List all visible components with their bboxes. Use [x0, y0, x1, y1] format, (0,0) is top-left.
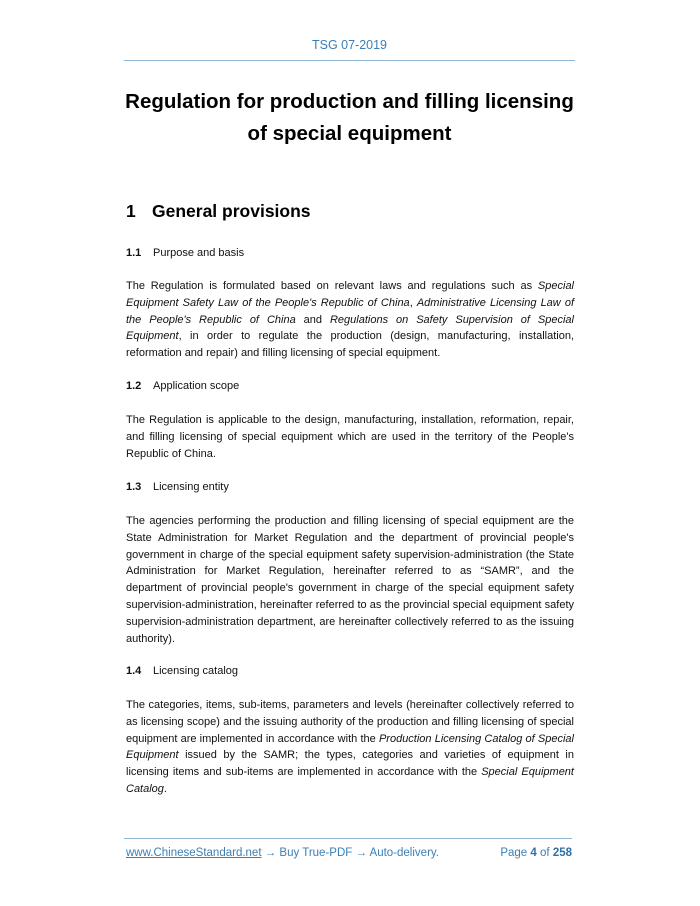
- footer-rule: [124, 838, 572, 839]
- italic-citation: Special Equipment Catalog: [126, 766, 574, 795]
- section-number: 1: [126, 201, 136, 221]
- title-line-1: Regulation for production and filling licensing: [125, 90, 574, 113]
- paragraph-1-1: [126, 278, 574, 362]
- paragraph-text: The Regulation is applicable to the design, manufacturing, installation, reformation, repair, and filling licensing of special equipment which are used in the territory of the People's Republic of China.: [126, 414, 574, 460]
- paragraph-text: issued by the SAMR; the types, categories and varieties of equipment in licensing items and sub-items are implemented in accordance with the: [126, 749, 574, 779]
- section-title: General provisions: [152, 201, 311, 221]
- paragraph-text: and: [295, 313, 330, 326]
- subsection-heading-1-4: [126, 665, 238, 677]
- title-line-2: of special equipment: [247, 122, 452, 145]
- subsection-title: Licensing entity: [153, 481, 229, 493]
- italic-citation: Administrative Licensing Law of the People's Republic of China: [126, 296, 575, 326]
- subsection-heading-1-1: [126, 247, 244, 259]
- italic-citation: Special Equipment Safety Law of the People's Republic of China: [126, 280, 574, 309]
- page-current: 4: [530, 847, 537, 859]
- footer-promo-text: → Buy True-PDF → Auto-delivery.: [261, 847, 439, 859]
- page-total: 258: [552, 847, 572, 859]
- header-rule: [124, 60, 575, 61]
- subsection-number: 1.2: [126, 380, 142, 392]
- chinesestandard-link[interactable]: www.ChineseStandard.net: [126, 847, 262, 859]
- subsection-title: Purpose and basis: [153, 247, 245, 259]
- document-title: [124, 86, 575, 150]
- paragraph-text: The categories, items, sub-items, parameters and levels (hereinafter collectively referred to as licensing scope) and the issuing authority of the production and filling licensing of special equipment are implemented in accordance with the: [126, 699, 574, 745]
- paragraph-1-4: [126, 697, 574, 798]
- page-label: Page: [500, 847, 528, 859]
- subsection-number: 1.4: [126, 665, 142, 677]
- page-footer: [126, 847, 572, 859]
- paragraph-text: The Regulation is formulated based on relevant laws and regulations such as: [126, 280, 538, 292]
- paragraph-text: ,: [409, 296, 417, 309]
- subsection-heading-1-2: [126, 380, 239, 392]
- italic-citation: Regulations on Safety Supervision of Special Equipment: [126, 313, 574, 343]
- paragraph-1-2: [126, 412, 574, 462]
- paragraph-text: The agencies performing the production and filling licensing of special equipment are the State Administration for Market Regulation and the department of provincial people's government in charge of the special equipment safety supervision-administration (the State Administration for Market Regulation, hereinafter referred to as “SAMR”, and the department of provincial people's government in charge of the special equipment safety supervision-administration, hereinafter referred to as the provincial special equipment safety supervision-administration department, are hereinafter collectively referred to as the issuing authority).: [126, 515, 574, 645]
- subsection-number: 1.3: [126, 481, 142, 493]
- section-heading-1: [126, 201, 311, 222]
- subsection-heading-1-3: [126, 481, 229, 493]
- paragraph-1-3: [126, 513, 574, 647]
- subsection-title: Licensing catalog: [153, 665, 239, 677]
- page-indicator: [500, 847, 572, 859]
- paragraph-text: .: [163, 782, 167, 795]
- subsection-number: 1.1: [126, 247, 142, 259]
- italic-citation: Production Licensing Catalog of Special Equipment: [126, 732, 574, 762]
- paragraph-text: , in order to regulate the production (design, manufacturing, installation, reformation and repair) and filling licensing of special equipment.: [126, 330, 574, 360]
- subsection-title: Application scope: [153, 380, 240, 392]
- page-of: of: [540, 847, 550, 859]
- document-code-header: TSG 07-2019: [311, 38, 388, 52]
